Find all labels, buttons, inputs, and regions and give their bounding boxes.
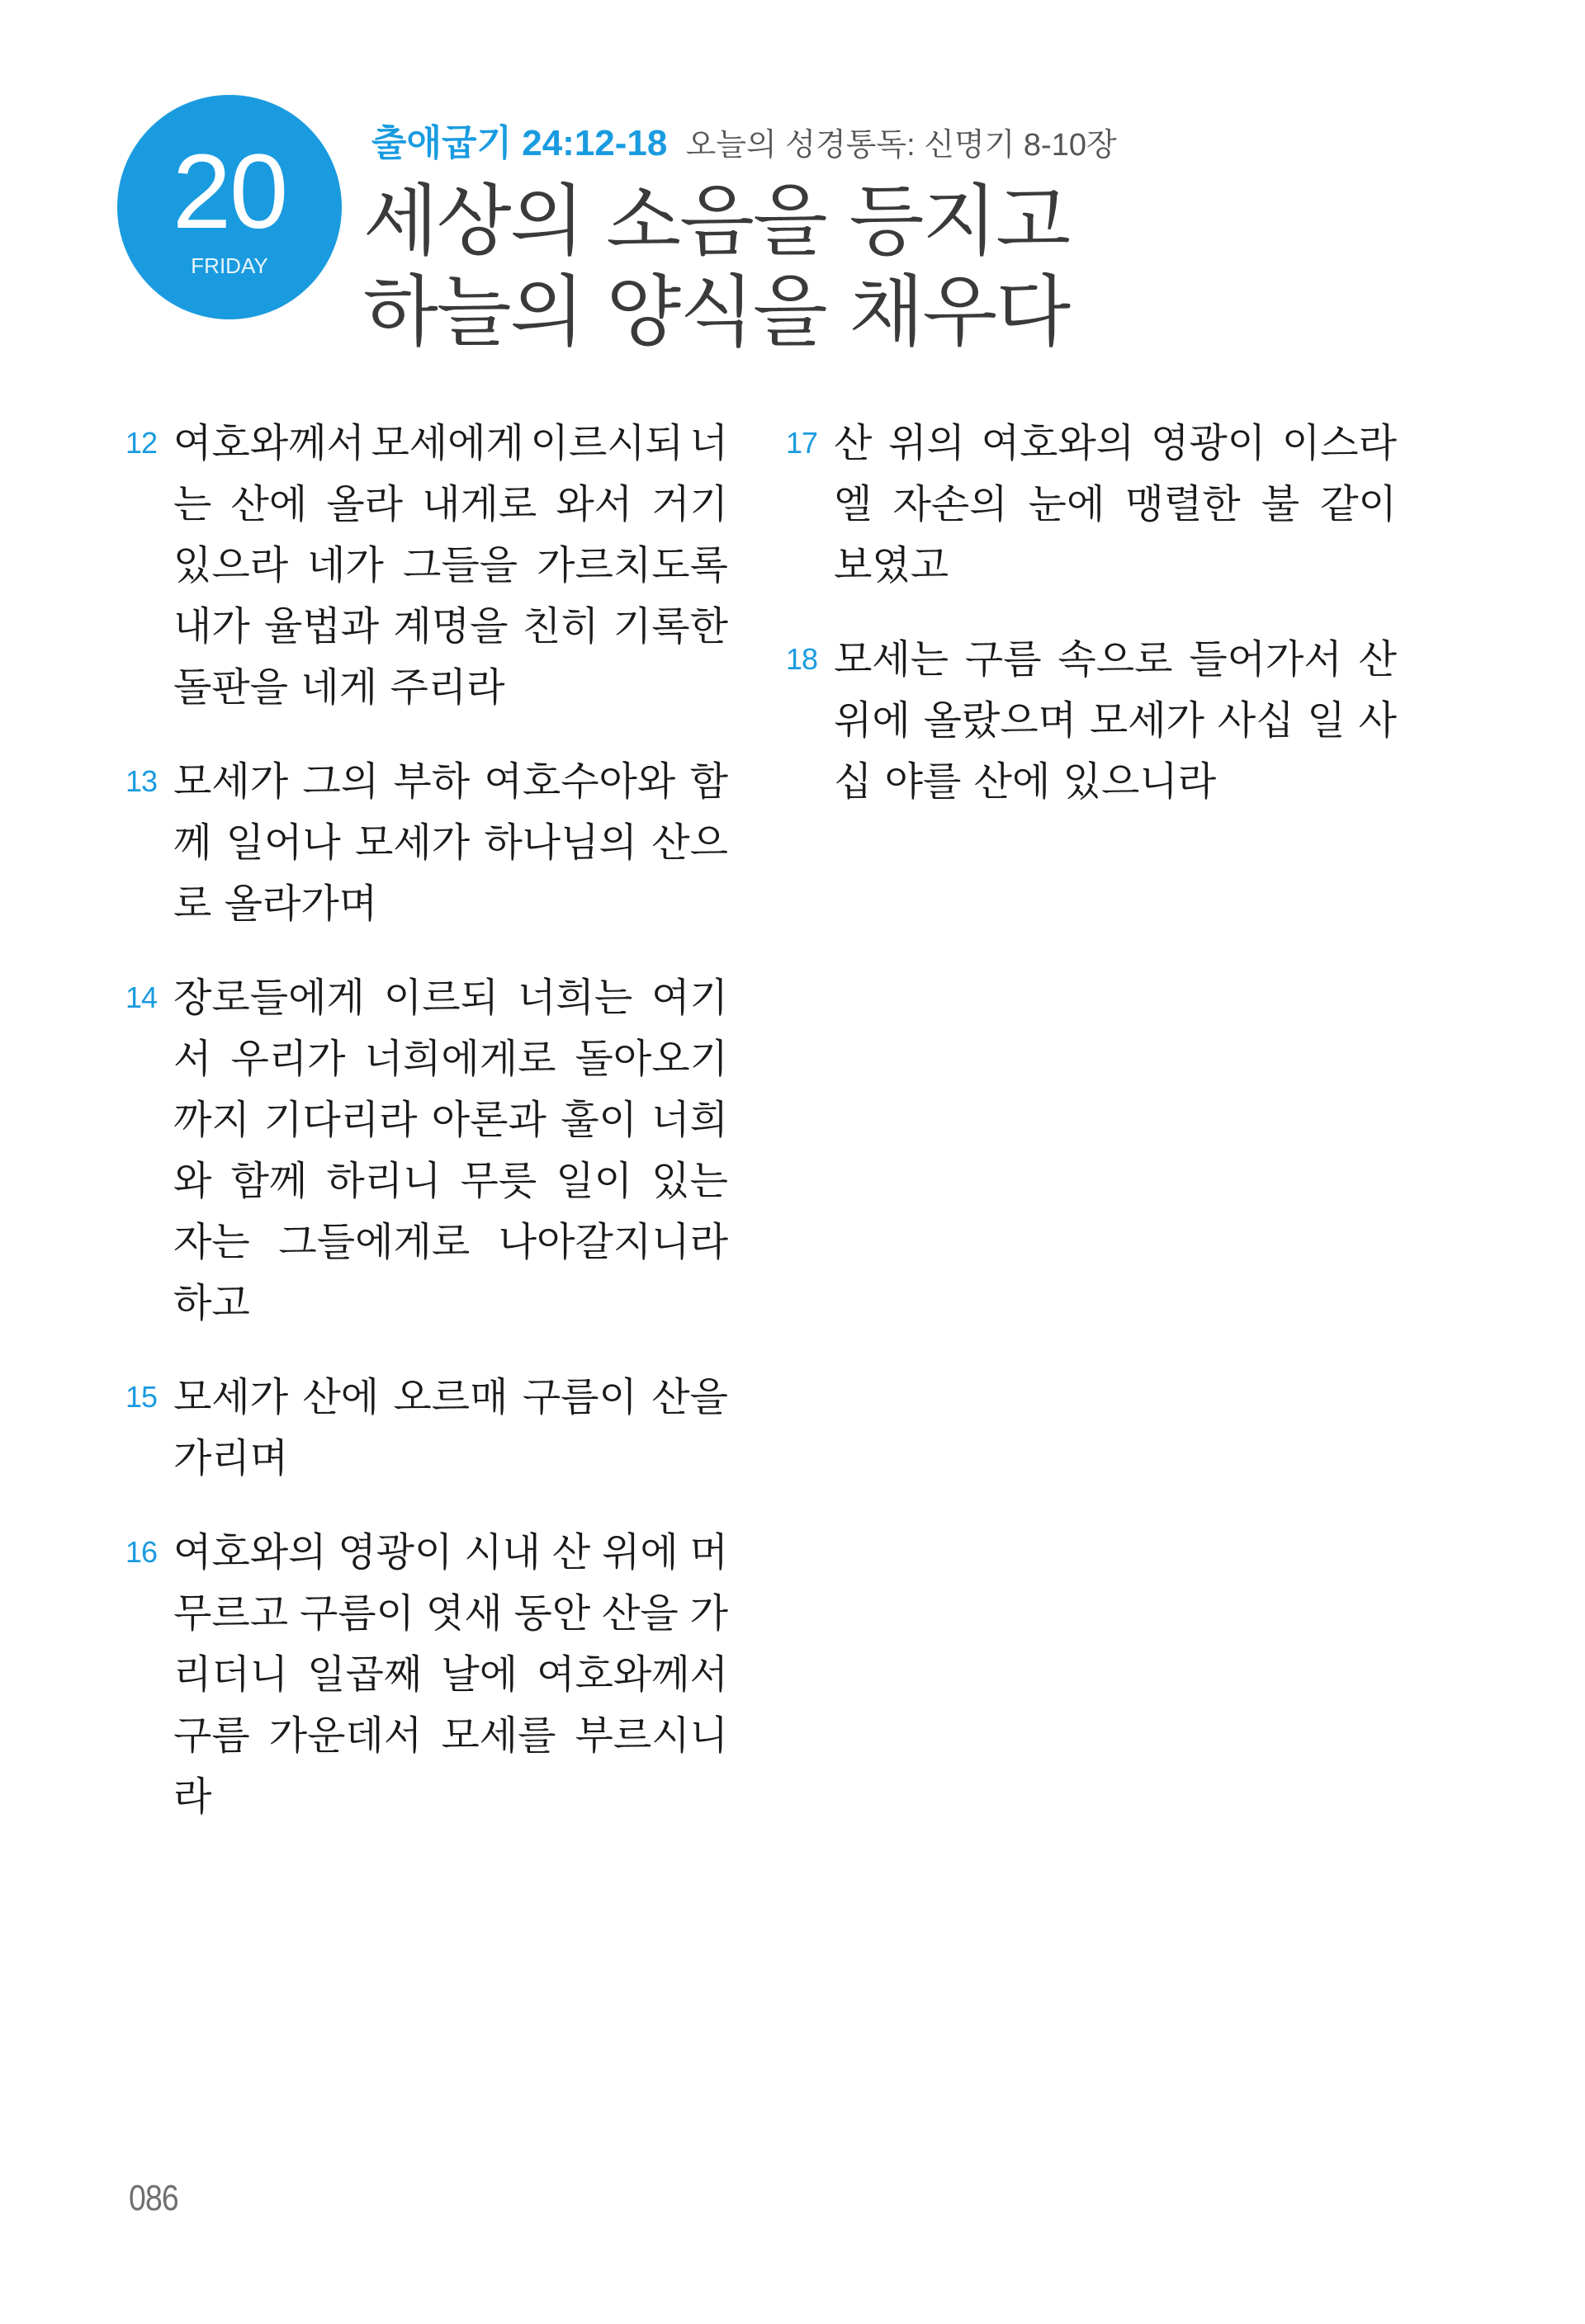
left-column <box>125 413 728 1860</box>
title-line-2: 하늘의 양식을 채우다 <box>363 267 1069 357</box>
verse-line: 십 야를 산에 있으니라 <box>834 758 1217 805</box>
verse-number: 15 <box>125 1380 158 1414</box>
verse-line: 리더니 일곱째 날에 여호와께서 <box>173 1651 728 1698</box>
verse-line: 돌판을 네게 주리라 <box>173 664 505 711</box>
verse-number: 18 <box>786 642 818 676</box>
verse-line: 위에 올랐으며 모세가 사십 일 사 <box>834 697 1397 744</box>
date-day-number: 20 <box>172 133 287 251</box>
verse-line: 무르고 구름이 엿새 동안 산을 가 <box>173 1590 728 1637</box>
verse-number: 16 <box>125 1535 158 1569</box>
verse-14 <box>125 967 728 1334</box>
title-line-1: 세상의 소음을 등지고 <box>363 177 1069 267</box>
verse-line: 산 위의 여호와의 영광이 이스라 <box>834 420 1397 466</box>
verse-line: 가리며 <box>173 1435 289 1481</box>
daily-reading: 오늘의 성경통독: 신명기 8-10장 <box>685 128 1117 163</box>
verse-line: 구름 가운데서 모세를 부르시니 <box>173 1712 728 1759</box>
passage-header <box>371 120 1117 168</box>
verse-line: 라 <box>173 1774 212 1820</box>
verse-17 <box>786 413 1397 596</box>
verse-13 <box>125 751 728 934</box>
verse-line: 모세가 산에 오르매 구름이 산을 <box>173 1374 728 1420</box>
verse-16 <box>125 1522 728 1827</box>
verse-number: 12 <box>125 426 158 460</box>
passage-reference: 출애굽기 24:12-18 <box>371 123 668 163</box>
verse-line: 여호와께서 모세에게 이르시되 너 <box>173 420 728 466</box>
verse-line: 는 산에 올라 내게로 와서 거기 <box>173 481 728 527</box>
verse-line: 모세는 구름 속으로 들어가서 산 <box>834 636 1397 683</box>
verse-line: 께 일어나 모세가 하나님의 산으 <box>173 820 728 866</box>
verse-line: 보였고 <box>834 542 949 588</box>
verse-line: 장로들에게 이르되 너희는 여기 <box>173 975 728 1021</box>
page-number: 086 <box>129 2178 178 2218</box>
verse-number: 17 <box>786 426 818 460</box>
verse-line: 있으라 네가 그들을 가르치도록 <box>173 542 728 588</box>
date-weekday: FRIDAY <box>191 253 268 278</box>
right-column <box>786 413 1397 845</box>
verse-line: 로 올라가며 <box>173 881 378 927</box>
verse-15 <box>125 1367 728 1489</box>
verse-line: 엘 자손의 눈에 맹렬한 불 같이 <box>834 481 1397 527</box>
verse-line: 여호와의 영광이 시내 산 위에 머 <box>173 1529 728 1575</box>
verse-number: 14 <box>125 980 158 1014</box>
verse-number: 13 <box>125 764 158 798</box>
verse-line: 모세가 그의 부하 여호수아와 함 <box>173 758 728 805</box>
verse-line: 자는 그들에게로 나아갈지니라 <box>173 1219 728 1265</box>
verse-line: 와 함께 하리니 무릇 일이 있는 <box>173 1158 728 1204</box>
verse-line: 하고 <box>173 1280 250 1326</box>
page-title <box>363 177 1069 358</box>
verse-line: 내가 율법과 계명을 친히 기록한 <box>173 603 728 649</box>
verse-12 <box>125 413 728 718</box>
verse-line: 서 우리가 너희에게로 돌아오기 <box>173 1036 728 1082</box>
verse-line: 까지 기다리라 아론과 훌이 너희 <box>173 1097 728 1143</box>
date-badge <box>117 95 342 319</box>
verse-18 <box>786 629 1397 812</box>
